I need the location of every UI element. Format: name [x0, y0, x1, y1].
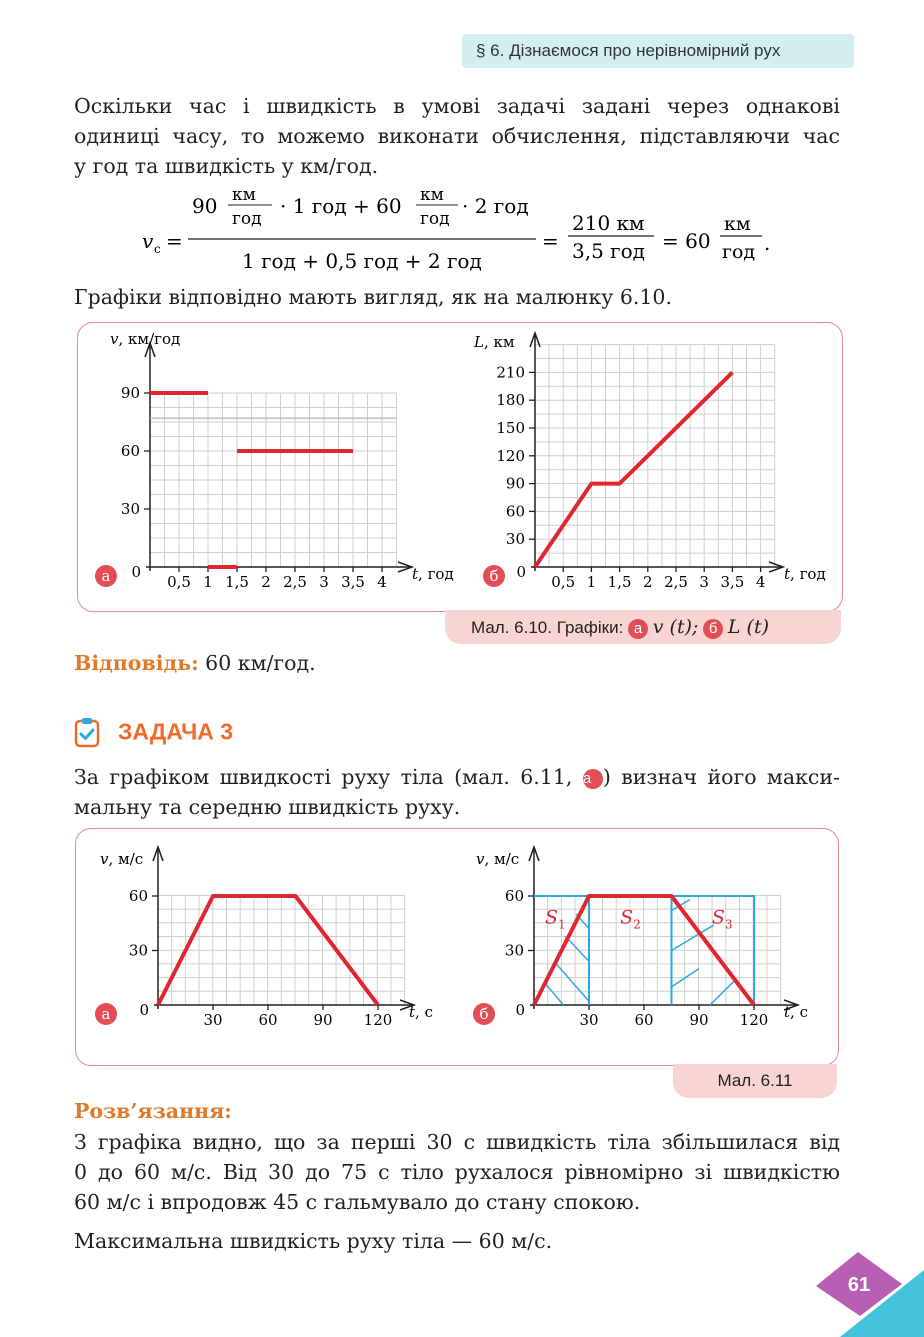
page-number-badge	[810, 1250, 924, 1337]
figure-6-11-svg	[76, 829, 838, 1065]
area-label-s3-symbol: S	[711, 906, 725, 929]
x-axis-label-symbol: t	[784, 1003, 791, 1021]
x-axis-label-symbol: t	[412, 565, 419, 583]
y-axis-label-unit: , км/год	[118, 330, 181, 348]
formula-eq-1: =	[166, 229, 183, 253]
formula-unit-den-2: год	[420, 209, 450, 229]
x-tick-label: 60	[634, 1011, 654, 1029]
y-axis-label	[100, 850, 143, 868]
x-axis-label	[412, 565, 454, 583]
x-tick-label: 120	[363, 1011, 393, 1029]
panel-badge: а	[101, 567, 111, 585]
panel-badge: б	[489, 567, 499, 585]
formula-unit-den-1: год	[232, 209, 262, 229]
task-line-1-a: За графіком швидкості руху тіла (мал. 6.11,	[74, 765, 573, 789]
x-axis-label-symbol: t	[409, 1003, 416, 1021]
solution-line-1: З графіка видно, що за перші 30 с швидкість тіла збільшилася від	[74, 1130, 840, 1154]
chart-v-t-hours	[95, 330, 454, 591]
x-axis-label	[784, 565, 826, 583]
area-label-s1-symbol: S	[545, 906, 559, 929]
x-tick-label: 3,5	[341, 573, 365, 591]
solution-line-2: 0 до 60 м/с. Від 30 до 75 с тіло рухалося рівномірно зі швидкістю	[74, 1160, 840, 1184]
x-axis-label-unit: , год	[418, 565, 454, 583]
formula-num-a: 90	[192, 194, 218, 218]
x-tick-label: 0,5	[167, 573, 191, 591]
graphs-sentence: Графіки відповідно мають вигляд, як на малюнку 6.10.	[74, 285, 672, 309]
area-label-s3-sub: 3	[724, 917, 733, 932]
formula-unit-num-3: км	[724, 213, 751, 235]
figure-6-10-svg	[78, 323, 842, 611]
x-tick-label: 0,5	[551, 573, 576, 591]
formula-lhs: v	[142, 229, 154, 253]
average-speed-formula	[140, 186, 840, 276]
caption-badge-b: б	[703, 619, 723, 639]
x-tick-label: 30	[579, 1011, 599, 1029]
task-heading	[74, 716, 233, 750]
hatch-line-s3	[710, 980, 736, 1005]
area-label-s1	[545, 906, 566, 931]
x-axis-label	[784, 1003, 808, 1021]
solution-line-4: Максимальна швидкість руху тіла — 60 м/с.	[74, 1229, 553, 1253]
x-tick-label: 1,5	[225, 573, 249, 591]
task-line-1	[74, 762, 840, 792]
formula-den: 1 год + 0,5 год + 2 год	[242, 249, 482, 273]
formula-unit-num-2: км	[420, 186, 444, 205]
x-tick-label: 2	[643, 573, 653, 591]
y-axis-label-unit: , м/с	[108, 850, 144, 868]
clipboard-check-icon	[74, 716, 100, 748]
y-tick-label: 30	[504, 941, 524, 960]
task-title: ЗАДАЧА 3	[118, 718, 234, 745]
task-badge-a: а	[583, 769, 603, 789]
y-tick-label: 150	[496, 419, 525, 437]
x-tick-label: 2	[261, 573, 271, 591]
area-label-s2	[620, 906, 641, 931]
area-label-s1-sub: 1	[558, 917, 566, 932]
intro-line-3: у год та швидкість у км/год.	[74, 154, 379, 178]
origin-label: 0	[131, 563, 141, 581]
formula-dot-1: · 1 год + 60	[280, 194, 402, 218]
x-tick-label: 30	[203, 1011, 223, 1029]
x-tick-label: 120	[739, 1011, 769, 1029]
x-tick-label: 90	[689, 1011, 709, 1029]
caption-a: v (t);	[652, 616, 699, 638]
y-tick-label: 90	[120, 384, 140, 402]
y-axis-label	[476, 850, 519, 868]
figure-6-11	[75, 828, 839, 1066]
figure-6-10	[77, 322, 843, 612]
x-tick-label: 3	[319, 573, 329, 591]
panel-badge: а	[101, 1005, 111, 1023]
intro-line-2: одиниці часу, то можемо виконати обчислення, підставляючи час	[74, 124, 840, 148]
answer-text: 60 км/год.	[198, 651, 316, 675]
panel-badge: б	[479, 1005, 489, 1023]
figure-6-11-caption: Мал. 6.11	[673, 1064, 837, 1098]
area-label-s2-sub: 2	[633, 917, 641, 932]
task-line-2: мальну та середню швидкість руху.	[74, 795, 461, 819]
x-tick-label: 4	[755, 573, 766, 591]
area-label-s2-symbol: S	[620, 906, 634, 929]
x-tick-label: 3,5	[720, 573, 745, 591]
formula-dot-2: · 2 год	[462, 194, 529, 218]
y-axis-label-symbol: v	[100, 850, 109, 868]
y-tick-label: 60	[120, 442, 140, 460]
formula-unit-den-3: год	[722, 241, 756, 263]
x-tick-label: 2,5	[664, 573, 688, 591]
y-tick-label: 60	[505, 502, 525, 521]
solution-line-3: 60 м/с і впродовж 45 с гальмувало до стану спокою.	[74, 1190, 641, 1214]
x-axis-label	[409, 1003, 433, 1021]
x-axis-label-unit: , год	[790, 565, 826, 583]
y-tick-label: 30	[505, 530, 525, 549]
formula-period: .	[764, 231, 771, 255]
figure-6-10-caption	[445, 610, 841, 644]
chart-v-t-seconds-a	[95, 847, 433, 1029]
y-axis-label	[473, 333, 515, 351]
y-tick-label: 120	[496, 446, 525, 465]
x-tick-label: 60	[258, 1011, 278, 1029]
solution-label: Розв’язання:	[74, 1099, 232, 1123]
y-tick-label: 210	[496, 363, 525, 382]
area-label-s3	[712, 906, 733, 931]
formula-result: = 60	[662, 229, 711, 253]
y-axis-label-symbol: v	[476, 850, 485, 868]
y-axis-label-symbol: v	[110, 330, 119, 348]
y-tick-label: 90	[505, 474, 525, 493]
y-tick-label: 180	[496, 391, 525, 410]
x-tick-label: 3	[699, 573, 709, 591]
x-tick-label: 90	[313, 1011, 333, 1029]
page-number: 61	[847, 1274, 871, 1296]
x-tick-label: 1,5	[607, 573, 632, 591]
x-tick-label: 1	[203, 573, 213, 591]
intro-line-1: Оскільки час і швидкість в умові задачі задані через однакові	[74, 94, 840, 118]
caption-prefix: Мал. 6.10. Графіки:	[471, 618, 624, 637]
x-tick-label: 1	[586, 573, 597, 591]
formula-eq-2: =	[542, 229, 559, 253]
y-tick-label: 30	[120, 500, 140, 518]
y-tick-label: 30	[128, 941, 148, 960]
formula-unit-num-1: км	[232, 186, 256, 205]
caption-badge-a: а	[628, 619, 648, 639]
x-axis-label-unit: , с	[415, 1003, 433, 1021]
chart-L-t	[473, 333, 826, 591]
solution-label-line	[74, 1096, 840, 1126]
origin-label: 0	[139, 1001, 149, 1019]
y-axis-label-unit: , км	[483, 333, 515, 351]
y-tick-label: 60	[504, 887, 524, 905]
formula-frac2-den: 3,5 год	[572, 239, 645, 263]
hatch-line-s3	[672, 925, 714, 950]
formula-lhs-sub: c	[154, 242, 161, 256]
origin-label: 0	[515, 1001, 525, 1019]
x-axis-label-symbol: t	[784, 565, 791, 583]
y-tick-label: 60	[128, 887, 148, 905]
origin-label: 0	[516, 563, 526, 581]
caption-b: L (t)	[727, 616, 769, 638]
x-tick-label: 4	[377, 573, 387, 591]
section-header: § 6. Дізнаємося про нерівномірний рух	[462, 34, 854, 68]
answer-line	[74, 648, 840, 678]
task-line-1-b: ) визнач його макси-	[602, 765, 840, 789]
answer-label: Відповідь:	[74, 651, 199, 675]
y-axis-label	[110, 330, 180, 348]
x-axis-label-unit: , с	[790, 1003, 808, 1021]
formula-frac2-num: 210 км	[572, 211, 645, 235]
y-axis-label-symbol: L	[474, 333, 484, 351]
hatch-line-s1	[554, 961, 589, 1001]
y-axis-label-unit: , м/с	[484, 850, 520, 868]
x-tick-label: 2,5	[283, 573, 307, 591]
chart-v-t-seconds-b	[473, 847, 808, 1029]
